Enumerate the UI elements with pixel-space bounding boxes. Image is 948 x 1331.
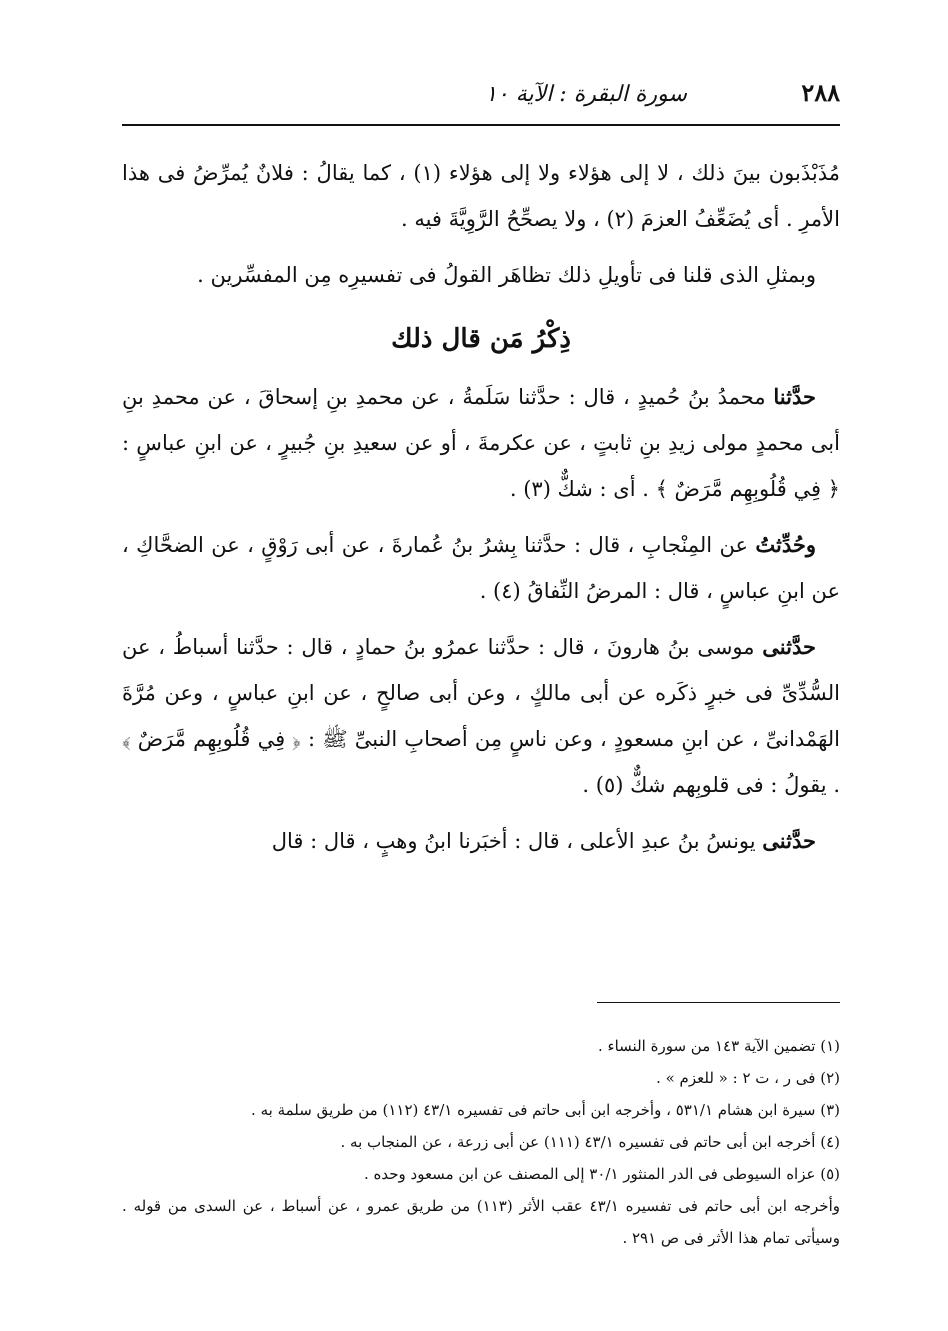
section-heading: ذِكْرُ مَن قال ذلك xyxy=(391,324,571,354)
paragraph: وبمثلِ الذى قلنا فى تأويلِ ذلك تظاهَر القولُ فى تفسيرِه مِن المفسِّرين . xyxy=(197,263,816,287)
footnote: (٣) سيرة ابن هشام ٥٣١/١ ، وأخرجه ابن أبى حاتم فى تفسيره ٤٣/١ (١١٢) من طريق سلمة به . xyxy=(251,1101,840,1119)
narration-lead: حدَّثنى xyxy=(762,634,816,659)
footnote: (٥) عزاه السيوطى فى الدر المنثور ٣٠/١ إلى المصنف عن ابن مسعود وحده . xyxy=(363,1165,840,1183)
narration-text: عن المِنْجابِ ، قال : حدَّثنا بِشرُ بنُ عُمارةَ ، عن أبى رَوْقٍ ، عن الضحَّاكِ ، عن ابنِ عباسٍ ، قال : المرضُ النِّفاقُ (٤) . xyxy=(122,533,840,603)
narration xyxy=(122,818,840,864)
narration xyxy=(122,624,840,808)
footnote: (٤) أخرجه ابن أبى حاتم فى تفسيره ٤٣/١ (١١١) عن أبى زرعة ، عن المنجاب به . xyxy=(340,1133,840,1151)
narration xyxy=(122,374,840,512)
narration-lead: حدَّثنا xyxy=(773,384,816,409)
paragraph-continued: مُذَبْذَبون بينَ ذلك ، لا إلى هؤلاء ولا إلى هؤلاء (١) ، كما يقالُ : فلانٌ يُمرِّضُ فى هذا الأمرِ . أى يُضَعِّفُ العزمَ (٢) ، ولا يصحِّحُ الرَّوِيَّةَ فيه . xyxy=(122,161,840,231)
narration-lead: حدَّثنى xyxy=(762,828,816,853)
narration xyxy=(122,522,840,614)
footnote-continuation: وأخرجه ابن أبى حاتم فى تفسيره ٤٣/١ عقب الأثر (١١٣) من طريق عمرو ، عن أسباط ، عن السدى من قوله . وسيأتى تمام هذا الأثر فى ص ٢٩١ . xyxy=(122,1197,840,1247)
footnotes xyxy=(122,1030,840,1254)
page-header xyxy=(122,72,840,120)
header-rule xyxy=(122,124,840,126)
narration-text: محمدُ بنُ حُميدٍ ، قال : حدَّثنا سَلَمةُ ، عن محمدِ بنِ إسحاقَ ، عن محمدِ بنِ أبى محمدٍ مولى زيدِ بنِ ثابتٍ ، عن عكرمةَ ، أو عن سعيدِ بنِ جُبيرٍ ، عن ابنِ عباسٍ : ﴿ فِي قُلُوبِهِم مَّرَضٌ ﴾ . أى : شكٌّ (٣) . xyxy=(122,385,840,501)
narration-text: يونسُ بنُ عبدِ الأعلى ، قال : أخبَرنا ابنُ وهبٍ ، قال : قال xyxy=(271,829,763,853)
narration-lead: وحُدِّثتُ xyxy=(755,532,816,557)
main-text xyxy=(122,150,840,874)
running-title: سورة البقرة : الآية ١٠ xyxy=(485,82,687,107)
narration-text: موسى بنُ هارونَ ، قال : حدَّثنا عمرُو بنُ حمادٍ ، قال : حدَّثنا أسباطُ ، عن السُّدِّىِّ فى خبرٍ ذكَره عن أبى مالكٍ ، وعن أبى صالحٍ ، عن ابنِ عباسٍ ، وعن مُرَّةَ الهَمْدانىِّ ، عن ابنِ مسعودٍ ، وعن ناسٍ مِن أصحابِ النبىِّ ﷺ : ﴿ فِي قُلُوبِهِم مَّرَضٌ ﴾ . يقولُ : فى قلوبِهم شكٌّ (٥) . xyxy=(122,635,840,797)
page-number: ٢٨٨ xyxy=(801,78,840,107)
footnote: (٢) فى ر ، ت ٢ : « للعزم » . xyxy=(656,1069,840,1087)
footnote-separator xyxy=(597,1002,840,1003)
footnote: (١) تضمين الآية ١٤٣ من سورة النساء . xyxy=(598,1037,840,1055)
